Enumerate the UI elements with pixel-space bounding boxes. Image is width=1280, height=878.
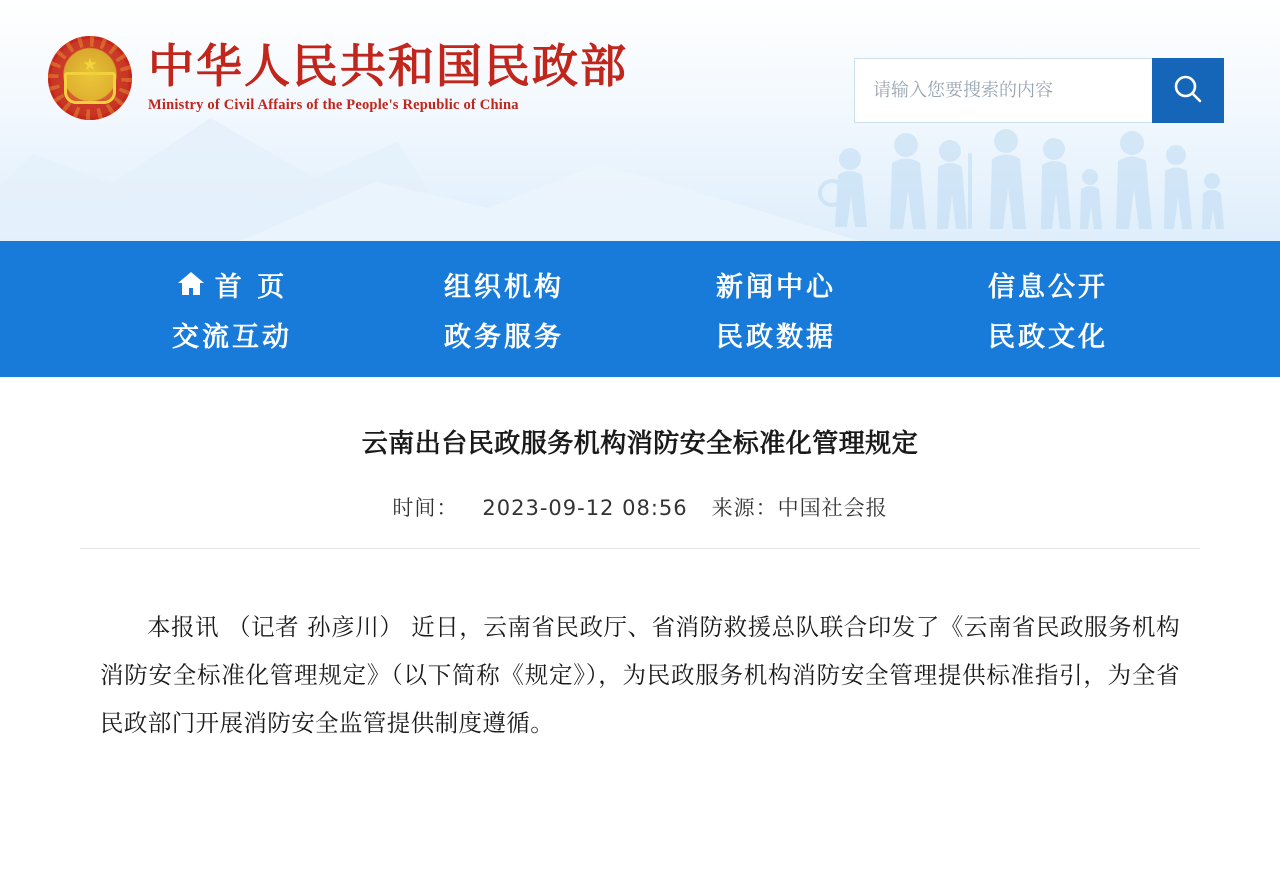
- nav-item-label: 政务服务: [444, 321, 564, 353]
- nav-item-label: 民政数据: [716, 321, 836, 353]
- article-body: [80, 549, 1200, 748]
- nav-item-news-center[interactable]: [640, 259, 912, 309]
- home-icon: [177, 271, 205, 297]
- people-silhouette-decoration: [810, 123, 1240, 233]
- article-time-label: 时间：: [392, 496, 459, 520]
- site-title-en: Ministry of Civil Affairs of the People's Republic of China: [148, 97, 519, 114]
- article-source-value: 中国社会报: [777, 496, 888, 520]
- nav-item-label: 首 页: [214, 271, 288, 303]
- search-input[interactable]: [854, 58, 1152, 123]
- search-button[interactable]: [1152, 58, 1224, 123]
- article-container: [0, 377, 1280, 748]
- search-icon: [1171, 72, 1205, 109]
- nav-item-label: 新闻中心: [716, 271, 836, 303]
- site-title-cn: 中华人民共和国民政部: [148, 38, 628, 93]
- article-meta: [80, 492, 1200, 522]
- nav-item-civil-affairs-data[interactable]: [640, 309, 912, 359]
- nav-item-interaction[interactable]: [96, 309, 368, 359]
- search-box[interactable]: [854, 58, 1224, 123]
- nav-item-home[interactable]: [96, 259, 368, 309]
- article-source-label: 来源：: [711, 496, 778, 520]
- nav-item-label: 交流互动: [172, 321, 292, 353]
- nav-item-government-services[interactable]: [368, 309, 640, 359]
- main-navigation[interactable]: [0, 241, 1280, 377]
- site-branding[interactable]: [48, 36, 628, 120]
- nav-item-information-disclosure[interactable]: [912, 259, 1184, 309]
- nav-item-label: 组织机构: [444, 271, 564, 303]
- nav-item-organization[interactable]: [368, 259, 640, 309]
- article-time-value: 2023-09-12 08:56: [482, 496, 688, 520]
- article-header: [80, 377, 1200, 549]
- nav-item-label: 民政文化: [988, 321, 1108, 353]
- nav-item-civil-affairs-culture[interactable]: [912, 309, 1184, 359]
- national-emblem-icon: [48, 36, 132, 120]
- page-title: 云南出台民政服务机构消防安全标准化管理规定: [361, 429, 919, 459]
- article-paragraph: 本报讯 （记者 孙彦川） 近日，云南省民政厅、省消防救援总队联合印发了《云南省民政服务机构消防安全标准化管理规定》（以下简称《规定》），为民政服务机构消防安全管理提供标准指引，为全省民政部门开展消防安全监管提供制度遵循。: [100, 613, 1180, 738]
- nav-item-label: 信息公开: [988, 271, 1108, 303]
- site-header: [0, 0, 1280, 241]
